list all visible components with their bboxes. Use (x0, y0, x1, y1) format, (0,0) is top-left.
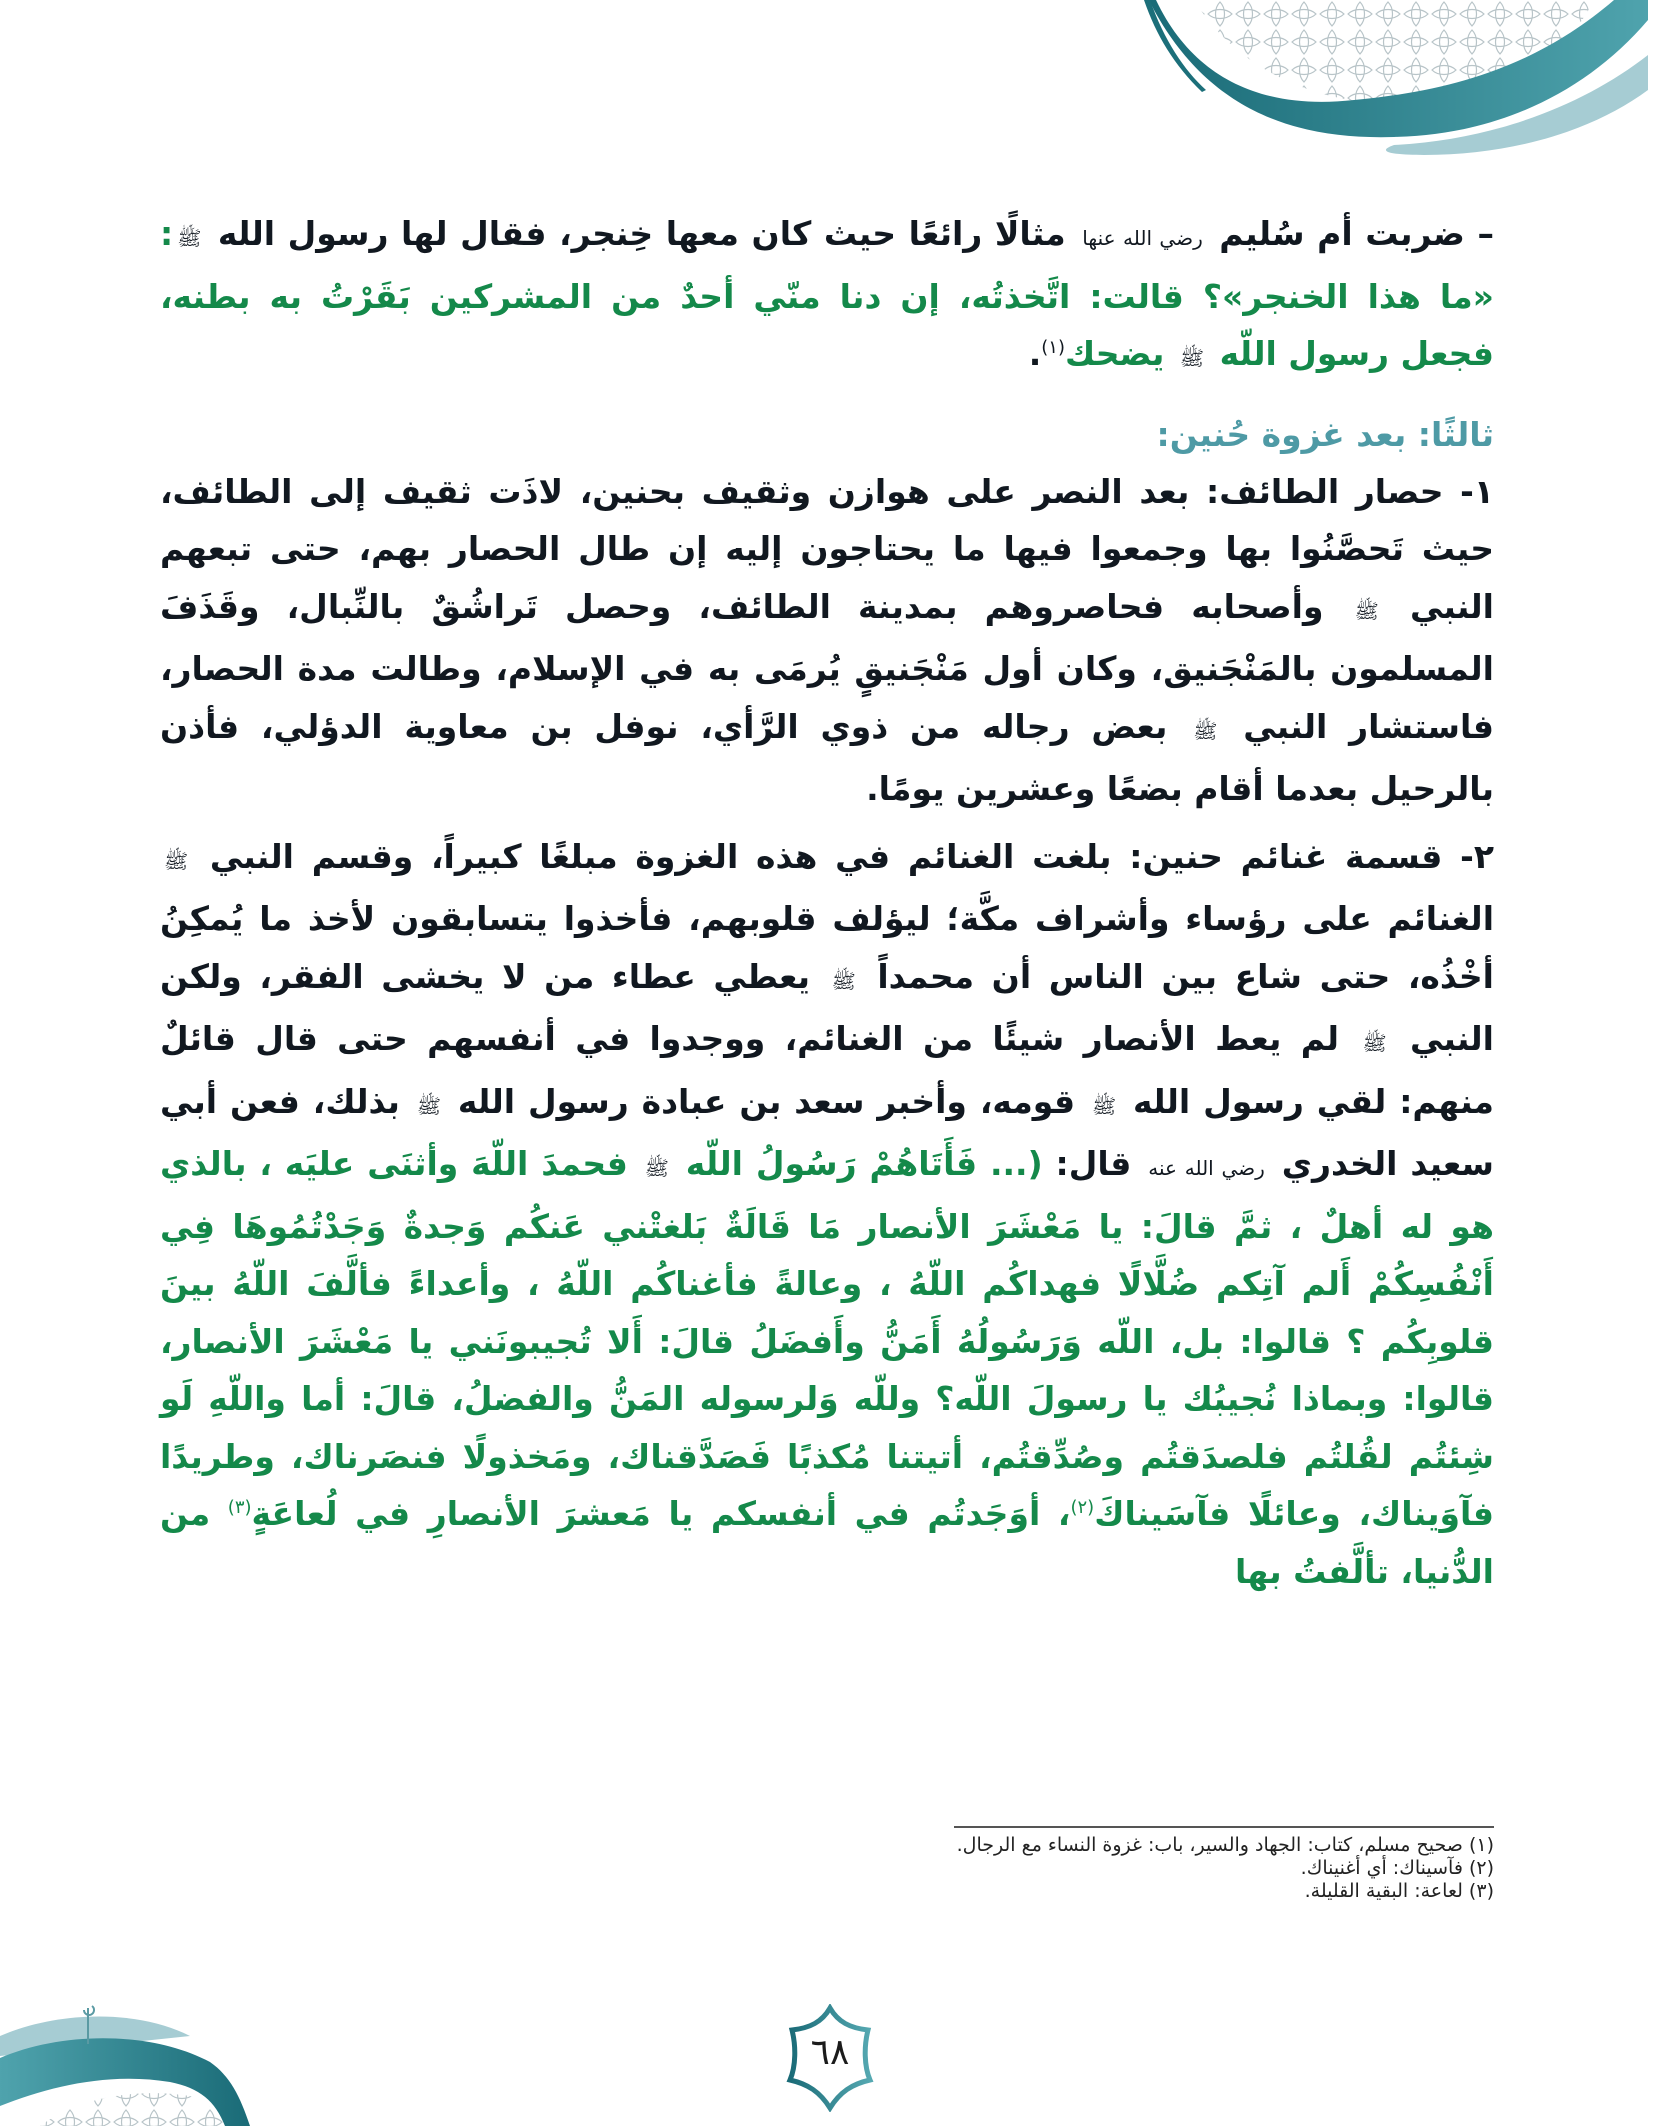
salawat-glyph-icon: ﷺ (177, 226, 202, 250)
footnote-ref-2[interactable]: (٢) (1070, 1497, 1095, 1518)
footnote-2: (٢) فآسيناك: أي أغنيناك. (1300, 1857, 1494, 1879)
salawat-glyph-icon: ﷺ (1354, 598, 1379, 623)
item-2-title: ٢- قسمة غنائم حنين: (1129, 836, 1494, 876)
period: . (1028, 334, 1042, 373)
item-1-text-2: وأصحابه فحاصروهم بمدينة الطائف، وحصل تَراشُقٌ بالنِّبال، وقَذَفَ المسلمون بالمَنْجَنيق، وكان أول مَنْجَنيقٍ يُرمَى به في الإسلام، وطالت مدة الحصار، فاستشار النبي (160, 586, 1495, 746)
page-number: ٦٨ (810, 2032, 850, 2073)
footnote-1: (١) صحيح مسلم، كتاب: الجهاد والسير، باب: غزوة النساء مع الرجال. (956, 1834, 1494, 1856)
item-2-paragraph (160, 828, 1494, 1601)
hadith-quote-start: (... فَأَتَاهُمْ رَسُولُ اللّه (672, 1144, 1043, 1183)
item-2-text-5: قومه، وأخبر سعد بن عبادة رسول الله (444, 1081, 1088, 1121)
hadith-quote: : «ما هذا الخنجر»؟ قالت: اتَّخذتُه، إن دنا منّي أحدٌ من المشركين بَقَرْتُ به بطنه، فجعل رسول اللّه (160, 214, 1494, 373)
salawat-glyph-icon: ﷺ (831, 968, 856, 993)
decorative-arch-bottom-icon (0, 1996, 300, 2126)
item-2-text-6: بذلك، فعن أبي سعيد الخدري (160, 1081, 1495, 1183)
hadith-quote-body: فحمدَ اللّهَ وأثنَى عليَه ، بالذي هو له أهلٌ ، ثمَّ قالَ: يا مَعْشَرَ الأنصار مَا قَالَةٌ بَلغتْني عَنكُم وَجدةٌ وَجَدْتُمُوهَا فِي أَنْفُسِكُمْ أَلم آتِكم ضُلَّالًا فهداكُم اللّهُ ، وعالةً فأغناكُم اللّهُ ، وأعداءً فألَّفَ اللّهُ بينَ قلوبِكُم ؟ قالوا: بل، اللّه وَرَسُولُهُ أَمَنُّ وأَفضَلُ قالَ: أَلا تُجيبونَني يا مَعْشَرَ الأنصار، قالوا: وبماذا نُجيبُك يا رسولَ اللّه؟ وللّه وَلرسوله المَنُّ والفضلُ، قالَ: أما واللّهِ لَو شِئتُم لقُلتُم فلصدَقتُم وصُدِّقتُم، أتيتنا مُكذبًا فَصَدَّقناك، ومَخذولًا فنصَرناك، وطريدًا فآوَيناك، وعائلًا فآسَيناكَ (160, 1144, 1494, 1533)
item-1-paragraph (160, 463, 1494, 818)
item-1-text: بعد النصر على هوازن وثقيف بحنين، لاذَت ثقيف إلى الطائف، حيث تَحصَّنُوا بها وجمعوا فيها ما يحتاجون إليه إن طال الحصار بهم، حتى تبعهم النبي (160, 471, 1494, 626)
hadith-quote-body-2: ، أوَجَدتُم في أنفسكم يا مَعشرَ الأنصارِ في لُعاعَةٍ (251, 1494, 1071, 1533)
salawat-glyph-icon: ﷺ (1092, 1093, 1117, 1118)
item-2-text-1: بلغت الغنائم في هذه الغزوة مبلغًا كبيراً، وقسم النبي (192, 836, 1130, 876)
hadith-quote-end: من الدُّنيا، تألَّفتُ بها (160, 1494, 1494, 1591)
honorific-glyph-icon: رضي الله عنه (1148, 1156, 1265, 1180)
footnote-ref-1[interactable]: (١) (1041, 337, 1065, 358)
salawat-glyph-icon: ﷺ (644, 1156, 669, 1180)
item-1-title: ١- حصار الطائف: (1206, 471, 1494, 511)
footnote-ref-3[interactable]: (٣) (227, 1497, 252, 1518)
salawat-glyph-icon: ﷺ (416, 1093, 441, 1118)
section-heading: ثالثًا: بعد غزوة حُنين: (1156, 414, 1494, 454)
footnote-divider (954, 1826, 1494, 1828)
item-2-text-4: لم يعط الأنصار شيئًا من الغنائم، ووجدوا في أنفسهم حتى قال قائلٌ منهم: لقي رسول الله (160, 1019, 1494, 1121)
intro-run-1: – ضربت أم سُليم (1206, 214, 1494, 253)
salawat-glyph-icon: ﷺ (1179, 346, 1205, 370)
item-1-text-3: بعض رجاله من ذوي الرَّأي، نوفل بن معاوية الدؤلي، فأذن بالرحيل بعدما أقام بضعًا وعشرين يومًا. (160, 706, 1494, 808)
item-2-text-3: يعطي عطاء من لا يخشى الفقر، ولكن النبي (160, 956, 1494, 1058)
honorific-glyph-icon: رضي الله عنها (1082, 226, 1203, 250)
footnote-3: (٣) لعاعة: البقية القليلة. (1304, 1880, 1494, 1902)
intro-paragraph (160, 205, 1494, 388)
decorative-arch-top-icon (1094, 0, 1654, 170)
item-2-text-7: قال: (1042, 1144, 1145, 1183)
page-number-badge (766, 2004, 894, 2112)
footnotes (957, 1834, 1494, 1903)
item-2-text-2: الغنائم على رؤساء وأشراف مكَّة؛ ليؤلف قلوبهم، فأخذوا يتسابقون لأخذ ما يُمكِنُ أخْذُه، حتى شاع بين الناس أن محمداً (160, 899, 1494, 996)
main-text (160, 205, 1494, 1600)
salawat-glyph-icon: ﷺ (1362, 1031, 1387, 1055)
salawat-glyph-icon: ﷺ (1193, 718, 1218, 743)
salawat-glyph-icon: ﷺ (164, 848, 189, 873)
hadith-quote-end: يضحك (1065, 334, 1176, 373)
intro-run-2: مثالًا رائعًا حيث كان معها خِنجر، فقال لها رسول الله (205, 214, 1079, 253)
